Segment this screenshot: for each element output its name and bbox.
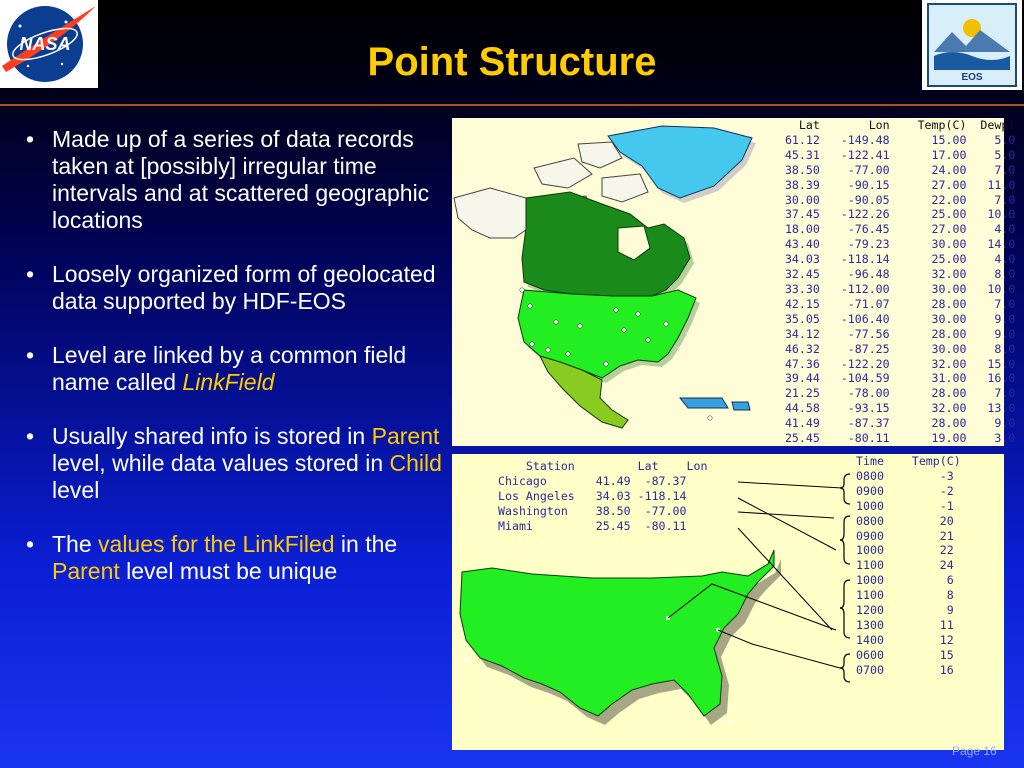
point-table-row <box>764 148 1015 163</box>
time-table-row <box>856 618 961 633</box>
bullet-text: level, while data values stored in <box>52 450 390 476</box>
time-table-row-cell: 1000 <box>856 498 898 513</box>
time-table-row-cell: 0900 <box>856 528 898 543</box>
point-table-row-cell: 7.0 <box>966 192 1016 207</box>
time-table-row <box>856 543 961 558</box>
point-table-row-cell: 25.00 <box>889 207 967 222</box>
time-table-row-cell: 16 <box>897 662 954 677</box>
time-table-row-cell: 1000 <box>856 543 898 558</box>
point-table-row <box>764 401 1015 416</box>
point-table-row-cell: -93.15 <box>819 401 890 416</box>
station-table-row <box>498 504 707 519</box>
time-table-row-cell: -1 <box>897 498 954 513</box>
bullet-highlight-text: LinkField <box>182 369 275 395</box>
bullet-dot-icon: • <box>26 423 35 449</box>
station-table-row-cell: 38.50 <box>588 503 631 518</box>
bullet-dot-icon: • <box>26 342 35 368</box>
station-table-row-cell: Miami <box>498 518 589 533</box>
bullet-text: Level are linked by a common field name called <box>52 342 407 395</box>
point-table-row-cell: 22.00 <box>889 192 967 207</box>
linked-levels-panel <box>452 454 1004 750</box>
bullet-highlight-text: Parent <box>371 423 440 449</box>
point-data-panel <box>452 118 1016 446</box>
point-table-row-cell: 21.25 <box>764 386 820 401</box>
bullet-item <box>26 342 446 396</box>
point-table-row-cell: 4.0 <box>966 222 1016 237</box>
station-table-row-cell: 25.45 <box>588 518 631 533</box>
bullet-list <box>26 126 446 612</box>
time-table-row-cell: -2 <box>897 483 954 498</box>
eos-logo <box>922 0 1022 90</box>
point-table-row-cell: 42.15 <box>764 296 820 311</box>
point-table-row-cell: -80.11 <box>819 431 890 446</box>
point-table-row-cell: 25.00 <box>889 252 967 267</box>
point-table-row-cell: 10.0 <box>966 281 1016 296</box>
svg-text:NASA: NASA <box>19 34 71 54</box>
point-table-row <box>764 222 1015 237</box>
bullet-item <box>26 531 446 585</box>
time-table-row <box>856 499 961 514</box>
point-table-row-cell: 45.31 <box>764 147 820 162</box>
point-table-row-cell: 44.58 <box>764 401 820 416</box>
point-table-row-cell: 24.00 <box>889 162 967 177</box>
station-table-header-cell: Lat <box>609 459 659 473</box>
point-table-row-cell: 28.00 <box>889 326 967 341</box>
point-table-row-cell: 15.0 <box>966 356 1016 371</box>
point-table-row <box>764 163 1015 178</box>
point-table-row-cell: 28.00 <box>889 416 967 431</box>
point-table-row <box>764 178 1015 193</box>
time-table-row <box>856 558 961 573</box>
point-table-row <box>764 312 1015 327</box>
point-table-row-cell: 9.0 <box>966 416 1016 431</box>
point-table-row-cell: 30.00 <box>889 341 967 356</box>
bullet-text: Usually shared info is stored in <box>52 423 372 449</box>
point-table-row-cell: 18.00 <box>764 222 820 237</box>
point-table-row-cell: 34.03 <box>764 252 820 267</box>
bullet-dot-icon: • <box>26 261 35 287</box>
point-table-row <box>764 252 1015 267</box>
point-table-row-cell: 31.00 <box>889 371 967 386</box>
bullet-highlight-text: Child <box>389 450 442 476</box>
time-table-row-cell: 1400 <box>856 632 898 647</box>
time-table-row-cell: 0800 <box>856 513 898 528</box>
time-table-row <box>856 663 961 678</box>
point-table-row <box>764 416 1015 431</box>
point-table-row <box>764 342 1015 357</box>
point-table-row-cell: 30.00 <box>889 237 967 252</box>
point-table-row-cell: -90.15 <box>819 177 890 192</box>
time-table-row-cell: 21 <box>897 528 954 543</box>
time-table-row-cell: 1300 <box>856 617 898 632</box>
bullet-item <box>26 423 446 504</box>
point-table-row-cell: -106.40 <box>819 311 890 326</box>
time-table-row-cell: 0900 <box>856 483 898 498</box>
point-table-header-cell: Lon <box>819 118 890 132</box>
point-table-row-cell: 19.00 <box>889 431 967 446</box>
station-table-row-cell: 41.49 <box>588 473 631 488</box>
time-table-row-cell: 24 <box>897 558 954 573</box>
time-table-row-cell: 12 <box>897 632 954 647</box>
time-table-row <box>856 529 961 544</box>
point-table-row-cell: -149.48 <box>819 132 890 147</box>
point-table-row-cell: 9.0 <box>966 326 1016 341</box>
time-table-row <box>856 588 961 603</box>
point-table-row-cell: 39.44 <box>764 371 820 386</box>
point-table-row-cell: 5.0 <box>966 147 1016 162</box>
time-temp-table <box>856 454 961 678</box>
point-table-row-cell: -71.07 <box>819 296 890 311</box>
bullet-dot-icon: • <box>26 126 35 152</box>
bullet-text: in the <box>334 531 398 557</box>
point-table-row-cell: 3.0 <box>966 431 1016 446</box>
time-table-row-cell: 6 <box>897 573 954 588</box>
point-table-row-cell: -122.26 <box>819 207 890 222</box>
point-table-row-cell: 17.00 <box>889 147 967 162</box>
point-table-row <box>764 371 1015 386</box>
point-table-row <box>764 207 1015 222</box>
time-table-row-cell: 1000 <box>856 573 898 588</box>
station-table-row <box>498 474 707 489</box>
time-table-row-cell: 9 <box>897 603 954 618</box>
point-table-row-cell: 32.00 <box>889 401 967 416</box>
station-table-row-cell: Chicago <box>498 473 589 488</box>
time-table-row-cell: 22 <box>897 543 954 558</box>
time-table-row <box>856 648 961 663</box>
point-table-row-cell: 11.0 <box>966 177 1016 192</box>
station-table-row-cell: -118.14 <box>630 488 687 503</box>
time-table-header-cell: Temp(C) <box>897 454 961 468</box>
point-table-row-cell: 30.00 <box>889 281 967 296</box>
point-table-row-cell: 32.00 <box>889 267 967 282</box>
point-table-row-cell: 10.0 <box>966 207 1016 222</box>
time-table-row <box>856 484 961 499</box>
time-table-row-cell: 0800 <box>856 468 898 483</box>
title-divider <box>0 104 1024 106</box>
point-table-row <box>764 267 1015 282</box>
point-table-row <box>764 133 1015 148</box>
station-table-header <box>498 459 707 474</box>
point-table-row-cell: 28.00 <box>889 296 967 311</box>
point-table-row-cell: 14.0 <box>966 237 1016 252</box>
point-table-row-cell: 46.32 <box>764 341 820 356</box>
point-table-row-cell: 8.0 <box>966 267 1016 282</box>
bullet-text: Loosely organized form of geolocated data supported by HDF-EOS <box>52 261 436 314</box>
point-table-row-cell: 33.30 <box>764 281 820 296</box>
time-table-row-cell: -3 <box>897 468 954 483</box>
point-table-row-cell: 38.39 <box>764 177 820 192</box>
point-table-row-cell: 30.00 <box>764 192 820 207</box>
point-table-row-cell: 28.00 <box>889 386 967 401</box>
point-table-row-cell: 32.45 <box>764 267 820 282</box>
time-table-row <box>856 469 961 484</box>
time-table-row <box>856 573 961 588</box>
time-table-row-cell: 1100 <box>856 588 898 603</box>
point-table-row-cell: -79.23 <box>819 237 890 252</box>
point-table-row-cell: -78.00 <box>819 386 890 401</box>
point-table-row-cell: 38.50 <box>764 162 820 177</box>
time-table-row-cell: 0700 <box>856 662 898 677</box>
point-table-header <box>764 118 1015 133</box>
point-table-row-cell: 35.05 <box>764 311 820 326</box>
time-table-header-cell: Time <box>856 454 898 468</box>
point-table-row-cell: 25.45 <box>764 431 820 446</box>
bullet-highlight-text: Parent <box>52 558 120 584</box>
station-table <box>498 459 707 534</box>
point-table-row-cell: -104.59 <box>819 371 890 386</box>
bullet-text: level <box>52 477 100 503</box>
station-table-row-cell: -80.11 <box>630 518 687 533</box>
point-table-row-cell: -122.20 <box>819 356 890 371</box>
station-table-row <box>498 519 707 534</box>
time-table-header <box>856 454 961 469</box>
bullet-item <box>26 126 446 234</box>
point-table-row-cell: -76.45 <box>819 222 890 237</box>
time-table-row-cell: 8 <box>897 588 954 603</box>
point-table-header-cell: Temp(C) <box>889 118 967 132</box>
point-table-row-cell: 5.0 <box>966 132 1016 147</box>
point-table-row <box>764 237 1015 252</box>
point-table-row-cell: 15.00 <box>889 132 967 147</box>
station-table-row-cell: Washington <box>498 503 589 518</box>
eos-emblem-icon <box>922 0 1022 90</box>
station-table-header-cell: Lon <box>658 459 708 473</box>
station-table-header-cell: Station <box>498 459 610 473</box>
point-table-row-cell: 4.0 <box>966 252 1016 267</box>
time-table-row <box>856 633 961 648</box>
point-table-row-cell: 27.00 <box>889 177 967 192</box>
station-table-row <box>498 489 707 504</box>
point-table-row-cell: 41.49 <box>764 416 820 431</box>
point-table-row-cell: 61.12 <box>764 132 820 147</box>
point-table-row-cell: 8.0 <box>966 341 1016 356</box>
point-table-row-cell: -77.00 <box>819 162 890 177</box>
page-title: Point Structure <box>367 40 657 84</box>
bullet-highlight-text: values for the LinkFiled <box>98 531 335 557</box>
point-table-row <box>764 357 1015 372</box>
point-table-row-cell: 32.00 <box>889 356 967 371</box>
point-table-row <box>764 431 1015 446</box>
point-table-row <box>764 193 1015 208</box>
group-braces <box>840 474 850 682</box>
time-table-row-cell: 1100 <box>856 558 898 573</box>
point-table-row-cell: 7.0 <box>966 162 1016 177</box>
point-table-row-cell: 27.00 <box>889 222 967 237</box>
station-table-row-cell: 34.03 <box>588 488 631 503</box>
time-table-row <box>856 603 961 618</box>
bullet-text: Made up of a series of data records taken at [possibly] irregular time intervals and at scattered geographic locations <box>52 126 430 233</box>
point-table-row-cell: -122.41 <box>819 147 890 162</box>
point-table-header-cell: Dewpt <box>966 118 1016 132</box>
time-table-row-cell: 15 <box>897 647 954 662</box>
point-table-row-cell: 47.36 <box>764 356 820 371</box>
point-table-row-cell: 13.0 <box>966 401 1016 416</box>
point-table-row-cell: 16.0 <box>966 371 1016 386</box>
time-table-row-cell: 20 <box>897 513 954 528</box>
point-data-table <box>764 118 1015 446</box>
point-table-row <box>764 386 1015 401</box>
point-table-row-cell: -118.14 <box>819 252 890 267</box>
bullet-text: The <box>52 531 99 557</box>
time-table-row-cell: 11 <box>897 617 954 632</box>
station-table-row-cell: -87.37 <box>630 473 687 488</box>
point-table-row-cell: 30.00 <box>889 311 967 326</box>
point-table-row-cell: -77.56 <box>819 326 890 341</box>
point-table-header-cell: Lat <box>764 118 820 132</box>
bullet-item <box>26 261 446 315</box>
bullet-dot-icon: • <box>26 531 35 557</box>
time-table-row-cell: 0600 <box>856 647 898 662</box>
station-table-row-cell: -77.00 <box>630 503 687 518</box>
point-table-row <box>764 282 1015 297</box>
point-table-row <box>764 327 1015 342</box>
point-table-row-cell: -90.05 <box>819 192 890 207</box>
point-table-row <box>764 297 1015 312</box>
station-table-row-cell: Los Angeles <box>498 488 589 503</box>
point-table-row-cell: 7.0 <box>966 386 1016 401</box>
time-table-row <box>856 514 961 529</box>
time-table-row-cell: 1200 <box>856 603 898 618</box>
svg-text:EOS: EOS <box>961 72 983 83</box>
point-table-row-cell: 9.0 <box>966 311 1016 326</box>
point-table-row-cell: -87.25 <box>819 341 890 356</box>
bullet-text: level must be unique <box>119 558 338 584</box>
point-table-row-cell: 7.0 <box>966 296 1016 311</box>
point-table-row-cell: 34.12 <box>764 326 820 341</box>
point-table-row-cell: 43.40 <box>764 237 820 252</box>
point-table-row-cell: 37.45 <box>764 207 820 222</box>
page-number: Page 16 <box>952 744 997 758</box>
point-table-row-cell: -96.48 <box>819 267 890 282</box>
point-table-row-cell: -112.00 <box>819 281 890 296</box>
point-table-row-cell: -87.37 <box>819 416 890 431</box>
